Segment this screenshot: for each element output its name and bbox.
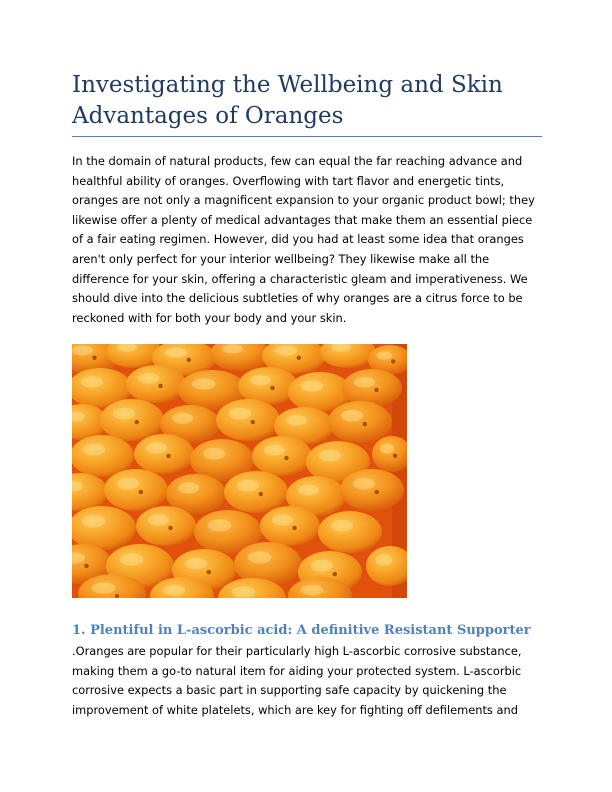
orange-navel (251, 420, 255, 424)
orange-highlight (331, 520, 353, 532)
orange-fruit (216, 399, 280, 441)
orange-fruit (260, 506, 320, 546)
orange-highlight (250, 375, 271, 386)
orange-highlight (208, 519, 232, 531)
orange-navel (391, 359, 395, 363)
orange-highlight (117, 478, 139, 490)
title-divider (72, 136, 542, 137)
orange-highlight (229, 408, 251, 420)
orange-navel (374, 388, 378, 392)
orange-navel (363, 422, 367, 426)
orange-highlight (275, 346, 297, 356)
orange-navel (393, 454, 397, 458)
orange-highlight (272, 514, 293, 525)
orange-highlight (138, 373, 159, 384)
orange-highlight (380, 444, 394, 454)
orange-highlight (203, 448, 225, 460)
orange-highlight (82, 515, 106, 527)
orange-navel (166, 454, 170, 458)
orange-highlight (165, 348, 187, 358)
orange-navel (284, 456, 288, 460)
orange-highlight (178, 482, 199, 493)
orange-navel (92, 356, 96, 360)
orange-highlight (377, 351, 392, 359)
orange-navel (375, 490, 379, 494)
orange-navel (297, 356, 301, 360)
orange-highlight (92, 582, 116, 593)
orange-navel (135, 420, 139, 424)
section-1-body: .Oranges are popular for their particularly high L-ascorbic corrosive substance, making them a go-to natural item for aiding your protected system. L-ascorbic corrosive expects a basic part in supporting safe capacity by quickening the improvement of white platelets, which are key for fighting off defilements and (72, 644, 522, 717)
orange-highlight (319, 450, 341, 462)
intro-paragraph: In the domain of natural products, few can equal the far reaching advance and healthful ability of oranges. Overflowing with tart flavor and energetic tints, oranges are not only a magnificent expansion to your organic product bowl; they likewise offer a plenty of medical advantages that make them an essential piece of a fair eating regimen. However, did you had at least some idea that oranges aren't only perfect for your interior wellbeing? They likewise make all the difference for your skin, offering a characteristic gleam and imperativeness. We should dive into the delicious subtleties of why oranges are a citrus force to be reckoned with for both your body and your skin. (72, 154, 535, 325)
orange-fruit (136, 506, 196, 546)
orange-highlight (237, 480, 259, 492)
oranges-photo (72, 344, 407, 598)
orange-fruit (318, 511, 382, 553)
orange-highlight (163, 585, 185, 596)
orange-highlight (72, 346, 93, 356)
orange-fruit (104, 469, 168, 511)
orange-highlight (81, 376, 103, 387)
orange-fruit (100, 399, 164, 441)
orange-highlight (264, 444, 285, 455)
orange-fruit (224, 471, 288, 513)
orange-highlight (146, 442, 167, 453)
orange-navel (158, 384, 162, 388)
orange-fruit (126, 365, 186, 403)
orange-highlight (298, 484, 319, 495)
orange-navel (270, 386, 274, 390)
orange-fruit (328, 401, 392, 443)
orange-highlight (311, 560, 333, 572)
orange-highlight (192, 378, 216, 389)
orange-navel (168, 526, 172, 530)
orange-highlight (248, 551, 272, 563)
orange-navel (115, 594, 119, 598)
orange-navel (292, 526, 296, 530)
orange-highlight (148, 514, 169, 525)
orange-highlight (286, 415, 307, 426)
page-title: Investigating the Wellbeing and Skin Advantages of Oranges (72, 72, 503, 129)
orange-navel (259, 492, 263, 496)
orange-fruit (342, 369, 402, 407)
section-1-heading: 1. Plentiful in L-ascorbic acid: A definitive Resistant Supporter (72, 623, 531, 638)
orange-navel (333, 572, 337, 576)
orange-fruit (252, 436, 312, 476)
orange-highlight (172, 413, 193, 424)
orange-highlight (354, 377, 375, 388)
orange-highlight (376, 554, 393, 565)
orange-fruit (134, 434, 194, 474)
orange-highlight (353, 478, 375, 490)
orange-navel (187, 358, 191, 362)
orange-highlight (83, 444, 105, 456)
orange-navel (84, 564, 88, 568)
orange-highlight (232, 586, 256, 597)
orange-highlight (341, 410, 363, 422)
orange-highlight (120, 553, 144, 565)
orange-fruit (340, 469, 404, 511)
orange-highlight (301, 380, 323, 391)
orange-navel (139, 490, 143, 494)
orange-highlight (222, 344, 243, 354)
orange-highlight (185, 558, 207, 570)
orange-navel (207, 570, 211, 574)
orange-highlight (113, 408, 135, 420)
orange-highlight (301, 585, 323, 596)
